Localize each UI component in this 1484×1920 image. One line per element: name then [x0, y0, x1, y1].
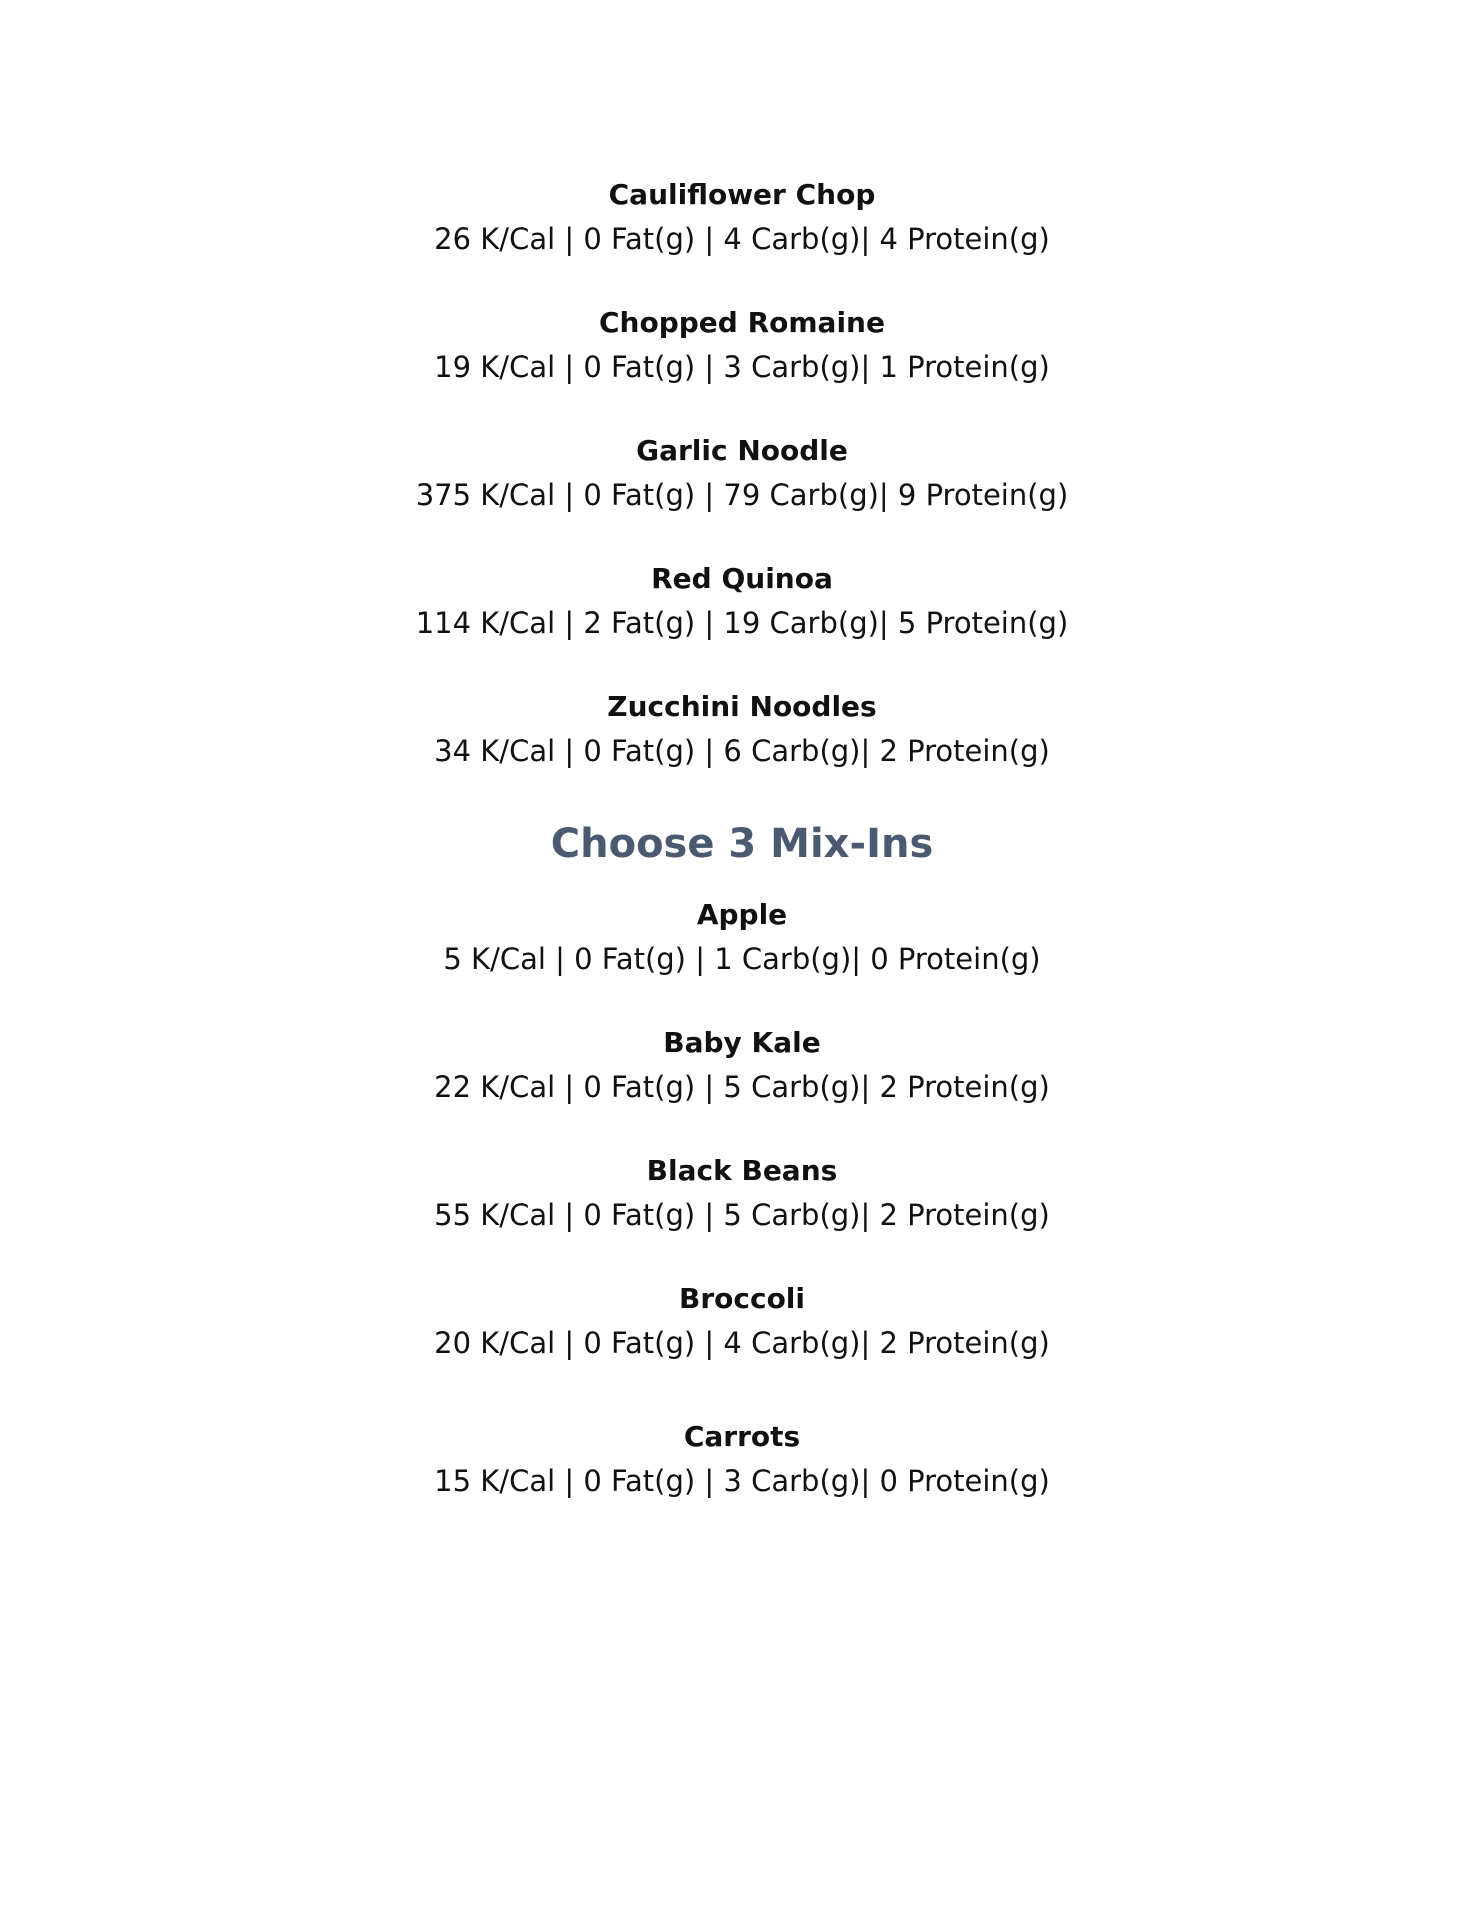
list-item [0, 560, 1484, 644]
nutrition-stats: 15 K/Cal | 0 Fat(g) | 3 Carb(g)| 0 Protein(g) [434, 1464, 1050, 1498]
mixins-list [0, 896, 1484, 1502]
item-name: Garlic Noodle [636, 434, 848, 467]
nutrition-stats: 55 K/Cal | 0 Fat(g) | 5 Carb(g)| 2 Protein(g) [434, 1198, 1050, 1232]
nutrition-stats: 34 K/Cal | 0 Fat(g) | 6 Carb(g)| 2 Protein(g) [434, 734, 1050, 768]
nutrition-stats: 114 K/Cal | 2 Fat(g) | 19 Carb(g)| 5 Protein(g) [415, 606, 1069, 640]
list-item [0, 176, 1484, 260]
nutrition-stats: 22 K/Cal | 0 Fat(g) | 5 Carb(g)| 2 Protein(g) [434, 1070, 1050, 1104]
list-item [0, 432, 1484, 516]
bases-list [0, 176, 1484, 772]
list-item [0, 1152, 1484, 1236]
list-item [0, 896, 1484, 980]
item-name: Apple [696, 898, 788, 931]
item-name: Carrots [683, 1420, 801, 1453]
item-name: Baby Kale [663, 1026, 821, 1059]
item-name: Broccoli [678, 1282, 805, 1315]
item-name: Cauliflower Chop [608, 178, 876, 211]
section-heading: Choose 3 Mix-Ins [550, 821, 934, 867]
list-item [0, 688, 1484, 772]
item-name: Zucchini Noodles [607, 690, 877, 723]
list-item [0, 1280, 1484, 1364]
nutrition-stats: 19 K/Cal | 0 Fat(g) | 3 Carb(g)| 1 Protein(g) [434, 350, 1050, 384]
list-item [0, 304, 1484, 388]
nutrition-stats: 5 K/Cal | 0 Fat(g) | 1 Carb(g)| 0 Protein(g) [443, 942, 1041, 976]
nutrition-stats: 20 K/Cal | 0 Fat(g) | 4 Carb(g)| 2 Protein(g) [434, 1326, 1050, 1360]
list-item [0, 1418, 1484, 1502]
item-name: Chopped Romaine [599, 306, 885, 339]
nutrition-stats: 375 K/Cal | 0 Fat(g) | 79 Carb(g)| 9 Protein(g) [415, 478, 1069, 512]
menu-column [0, 176, 1484, 1546]
item-name: Black Beans [646, 1154, 838, 1187]
item-name: Red Quinoa [651, 562, 833, 595]
nutrition-stats: 26 K/Cal | 0 Fat(g) | 4 Carb(g)| 4 Protein(g) [434, 222, 1050, 256]
list-item [0, 1024, 1484, 1108]
